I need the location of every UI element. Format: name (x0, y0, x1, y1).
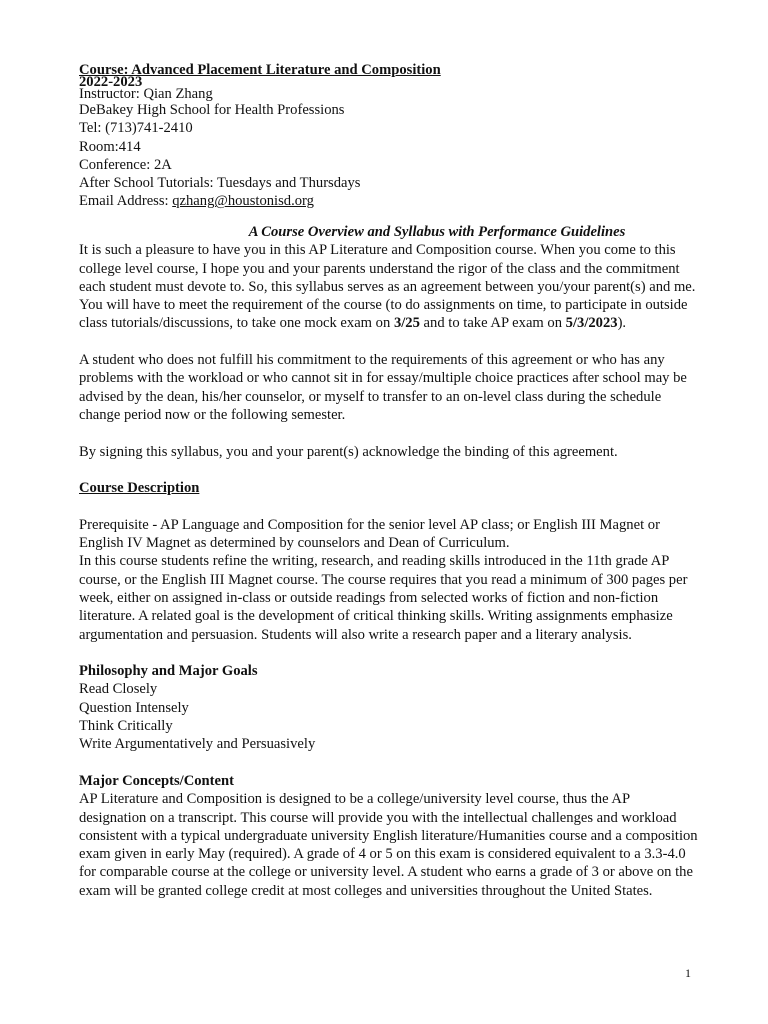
course-title: Course: Advanced Placement Literature and Composition (79, 62, 441, 78)
email-label: Email Address: (79, 193, 173, 210)
school-year: 2022-2023 (79, 74, 143, 90)
spacer (79, 461, 699, 479)
major-concepts-heading: Major Concepts/Content (79, 772, 234, 789)
room-line: Room:414 (79, 138, 141, 155)
instructor-line: Instructor: Qian Zhang (79, 86, 213, 102)
spacer (79, 754, 699, 772)
page-number: 1 (685, 966, 691, 980)
syllabus-body (79, 223, 699, 900)
tutorials-line: After School Tutorials: Tuesdays and Thursdays (79, 175, 361, 192)
course-description-paragraph: In this course students refine the writing, research, and reading skills introduced in the 11th grade AP course, or the English III Magnet course. The course requires that you read a minimum of 300 pages per week, either on assigned in-class or outside readings from selected works of fiction and non-fiction literature. A related goal is the development of critical thinking skills. Writing assignments emphasize argumentation and persuasion. Students will also write a research paper and a literary analysis. (79, 553, 688, 643)
spacer (79, 333, 699, 351)
email-link[interactable]: qzhang@houstonisd.org (172, 193, 314, 210)
goal-item: Read Closely (79, 681, 158, 698)
overview-title: A Course Overview and Syllabus with Performance Guidelines (248, 224, 626, 240)
spacer (79, 644, 699, 662)
philosophy-heading: Philosophy and Major Goals (79, 663, 258, 680)
overview-paragraph-2: A student who does not fulfill his commitment to the requirements of this agreement or who has any problems with the workload or who cannot sit in for essay/multiple choice practices after school may be advised by the dean, his/her counselor, or myself to transfer to an on-level class during the schedule change period now or the following semester. (79, 352, 687, 423)
mock-exam-date: 3/25 (393, 315, 420, 332)
overview-paragraph-1 (79, 241, 699, 332)
prerequisite-paragraph: Prerequisite - AP Language and Composition for the senior level AP class; or English III Magnet or English IV Magnet as determined by counselors and Dean of Curriculum. (79, 516, 660, 552)
telephone-line: Tel: (713)741-2410 (79, 120, 193, 137)
overview-p1-text-a: It is such a pleasure to have you in this AP Literature and Composition course. When you come to this college level course, I hope you and your parents understand the rigor of the class and the commitment each student must devote to. So, this syllabus serves as an agreement between you/your parent(s) and me. You will have to meet the requirement of the course (to do assignments on time, to participate in outside class tutorials/discussions, to take one mock exam on (79, 242, 696, 332)
overview-p1-text-b: and to take AP exam on (419, 315, 566, 332)
spacer (79, 424, 699, 442)
overview-paragraph-3: By signing this syllabus, you and your parent(s) acknowledge the binding of this agreement. (79, 443, 618, 460)
spacer (79, 497, 699, 515)
course-header (79, 62, 699, 211)
goal-item: Question Intensely (79, 699, 189, 716)
overview-p1-text-c: ). (617, 315, 627, 332)
goal-item: Write Argumentatively and Persuasively (79, 736, 316, 753)
email-line (79, 192, 699, 210)
course-description-heading: Course Description (79, 480, 200, 497)
conference-line: Conference: 2A (79, 156, 172, 173)
school-name: DeBakey High School for Health Professions (79, 102, 345, 118)
major-concepts-paragraph: AP Literature and Composition is designed to be a college/university level course, thus the AP designation on a transcript. This course will provide you with the intellectual challenges and workload consistent with a typical undergraduate university English literature/Humanities course and a composition exam given in early May (required). A grade of 4 or 5 on this exam is considered equivalent to a 3.3-4.0 for comparable course at the college or university level. A student who earns a grade of 3 or above on the exam will be granted college credit at most colleges and universities throughout the United States. (79, 791, 698, 899)
ap-exam-date: 5/3/2023 (565, 315, 618, 332)
goals-list (79, 680, 699, 753)
goal-item: Think Critically (79, 718, 173, 735)
